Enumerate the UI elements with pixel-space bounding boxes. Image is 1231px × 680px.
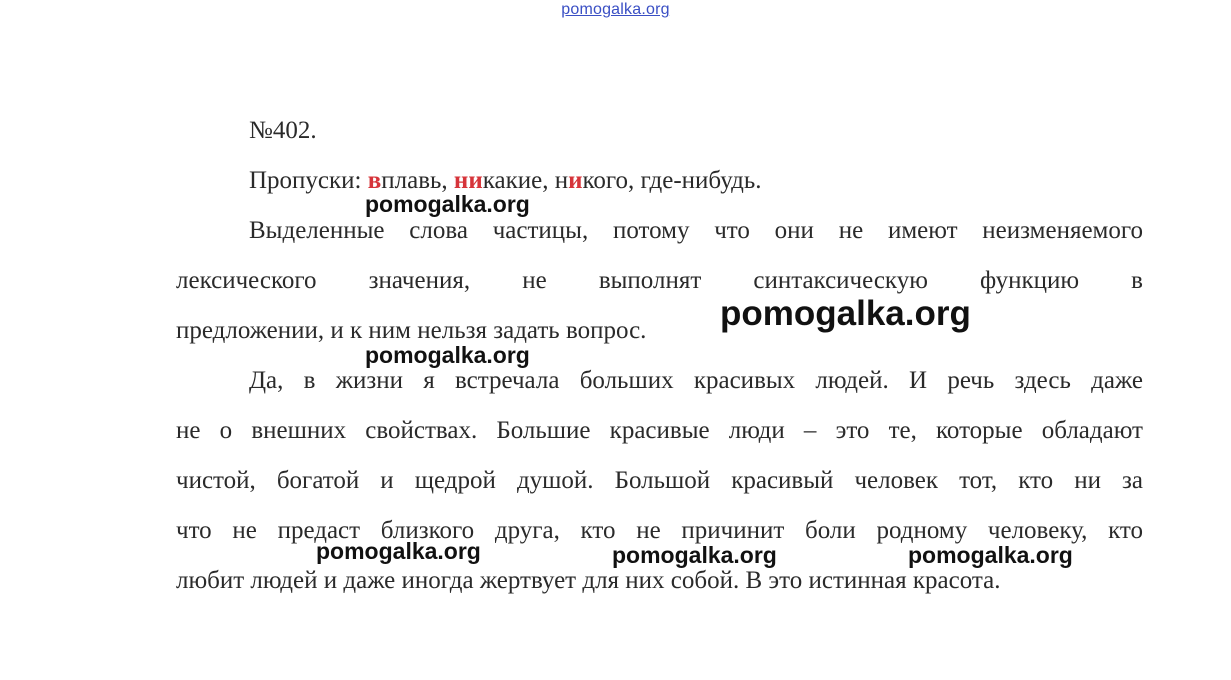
gaps-text: кого, где-нибудь.	[582, 167, 762, 194]
watermark: pomogalka.org	[316, 538, 481, 564]
explanation-line-1-text: Выделенные слова частицы, потому что они не имеют неизменяемого	[249, 217, 1143, 244]
site-link[interactable]: pomogalka.org	[561, 1, 670, 18]
essay-line-2-text: не о внешних свойствах. Большие красивые люди – это те, которые обладают	[176, 417, 1143, 444]
explanation-word: в	[1131, 267, 1143, 294]
gaps-text: какие, н	[482, 167, 569, 194]
explanation-word: выполнят	[598, 267, 702, 294]
essay-line-2	[176, 406, 1143, 456]
gap-letter: ни	[453, 167, 483, 194]
explanation-line-1	[176, 206, 1143, 256]
essay-line-3	[176, 456, 1143, 506]
essay-line-1-text: Да, в жизни я встречала больших красивых людей. И речь здесь даже	[249, 367, 1143, 394]
essay-line-1	[176, 356, 1143, 406]
explanation-word: не	[522, 267, 547, 294]
gap-letter: в	[367, 167, 382, 194]
watermark: pomogalka.org	[612, 542, 777, 568]
explanation-word: функцию	[980, 267, 1080, 294]
essay-line-5: любит людей и даже иногда жертвует для них собой. В это истинная красота.	[176, 567, 1001, 594]
watermark: pomogalka.org	[365, 191, 530, 217]
exercise-content	[176, 106, 1143, 606]
essay-line-4-text: что не предаст близкого друга, кто не причинит боли родному человеку, кто	[176, 517, 1143, 544]
gaps-line	[176, 156, 1143, 206]
exercise-number: №402.	[249, 117, 317, 144]
explanation-line-2	[176, 256, 1143, 306]
watermark: pomogalka.org	[720, 294, 971, 333]
watermark: pomogalka.org	[908, 542, 1073, 568]
gaps-text: плавь,	[381, 167, 454, 194]
explanation-word: лексического	[176, 267, 317, 294]
explanation-word: значения,	[368, 267, 471, 294]
explanation-line-3: предложении, и к ним нельзя задать вопрос.	[176, 317, 647, 344]
essay-line-3-text: чистой, богатой и щедрой душой. Большой красивый человек тот, кто ни за	[176, 467, 1143, 494]
gap-letter: и	[568, 167, 583, 194]
explanation-word: синтаксическую	[753, 267, 928, 294]
watermark: pomogalka.org	[365, 342, 530, 368]
gaps-label: Пропуски:	[249, 167, 368, 194]
